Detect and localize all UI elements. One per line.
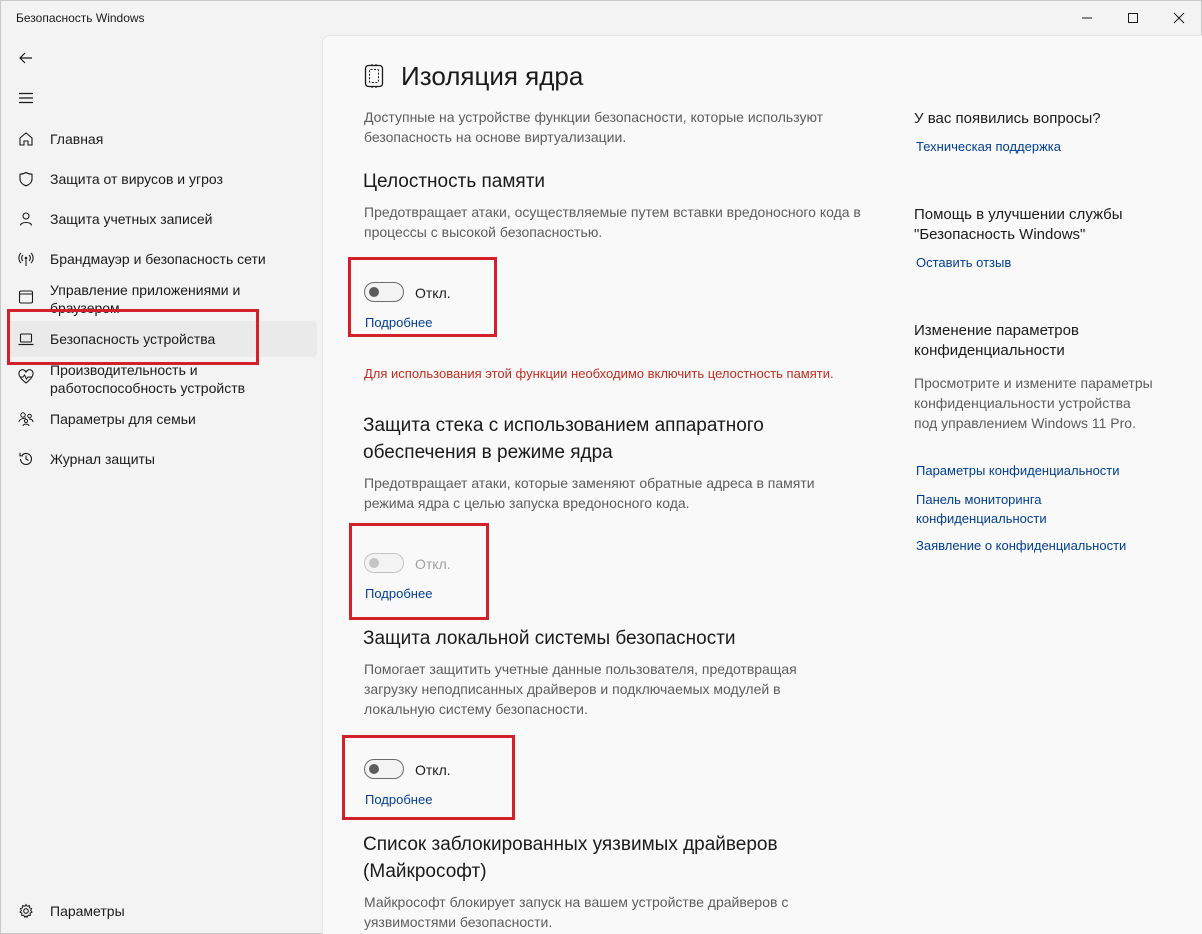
back-arrow-icon xyxy=(18,50,34,66)
nav-item-label: Параметры для семьи xyxy=(50,411,196,427)
stack-protection-title: Защита стека с использованием аппаратного обеспечения в режиме ядра xyxy=(363,415,764,463)
lsa-protection-title: Защита локальной системы безопасности xyxy=(363,628,736,649)
privacy-statement-link[interactable]: Заявление о конфиденциальности xyxy=(916,538,1127,553)
nav-item-label: Журнал защиты xyxy=(50,451,155,467)
stack-protection-toggle-label: Откл. xyxy=(415,556,451,572)
questions-heading: У вас появились вопросы? xyxy=(914,110,1101,127)
nav-item-virus-protection[interactable] xyxy=(7,161,317,197)
nav-item-home[interactable] xyxy=(7,121,317,157)
history-icon xyxy=(18,451,34,467)
minimize-icon xyxy=(1081,12,1093,24)
tech-support-link[interactable]: Техническая поддержка xyxy=(916,139,1061,154)
privacy-description: Просмотрите и измените параметры конфиденциальности устройства под управлением Windows 11 Pro. xyxy=(914,375,1153,431)
content-pane xyxy=(322,35,1202,934)
highlight-box-memory-integrity xyxy=(348,257,497,337)
nav-item-label: Производительность и работоспособность устройств xyxy=(50,362,246,396)
close-icon xyxy=(1173,12,1185,24)
shield-icon xyxy=(18,171,34,187)
close-button[interactable] xyxy=(1156,1,1202,35)
driver-blocklist-description: Майкрософт блокирует запуск на вашем устройстве драйверов с уязвимостями безопасности. xyxy=(364,894,789,930)
nav-item-device-performance[interactable] xyxy=(7,361,317,397)
highlight-box-stack-protection xyxy=(349,523,489,620)
lsa-protection-learn-more-link[interactable]: Подробнее xyxy=(365,792,433,807)
app-window-icon xyxy=(18,289,34,305)
memory-integrity-title: Целостность памяти xyxy=(363,171,546,192)
driver-blocklist-title: Список заблокированных уязвимых драйверов (Майкрософт) xyxy=(363,834,778,882)
lsa-protection-toggle-label: Откл. xyxy=(415,762,451,778)
stack-protection-learn-more-link[interactable]: Подробнее xyxy=(365,586,433,601)
nav-item-label: Брандмауэр и безопасность сети xyxy=(50,251,266,267)
window-title: Безопасность Windows xyxy=(16,11,145,25)
lsa-protection-description: Помогает защитить учетные данные пользователя, предотвращая загрузку неподписанных драйверов и подключаемых модулей в локальную систему безопасности. xyxy=(364,661,797,717)
privacy-settings-link[interactable]: Параметры конфиденциальности xyxy=(916,463,1120,478)
memory-integrity-warning: Для использования этой функции необходимо включить целостность памяти. xyxy=(364,366,834,381)
nav-item-label: Защита учетных записей xyxy=(50,211,213,227)
maximize-icon xyxy=(1127,12,1139,24)
highlight-box-nav xyxy=(7,309,259,365)
menu-button[interactable] xyxy=(11,83,41,113)
nav-item-protection-history[interactable] xyxy=(7,441,317,477)
core-isolation-icon xyxy=(363,63,385,94)
memory-integrity-description: Предотвращает атаки, осуществляемые путем вставки вредоносного кода в процессы с высокой безопасностью. xyxy=(364,204,861,240)
back-button[interactable] xyxy=(11,43,41,73)
family-icon xyxy=(18,411,34,427)
privacy-heading: Изменение параметров конфиденциальности xyxy=(914,322,1079,359)
feedback-link[interactable]: Оставить отзыв xyxy=(916,255,1012,270)
minimize-button[interactable] xyxy=(1064,1,1110,35)
gear-icon xyxy=(18,903,34,919)
nav-item-account-protection[interactable] xyxy=(7,201,317,237)
page-title: Изоляция ядра xyxy=(401,61,584,91)
nav-item-label: Управление приложениями и браузером xyxy=(50,282,241,316)
title-bar xyxy=(1,1,1201,35)
hamburger-icon xyxy=(18,90,34,106)
nav-item-firewall[interactable] xyxy=(7,241,317,277)
page-description: Доступные на устройстве функции безопасности, которые используют безопасность на основе виртуализации. xyxy=(364,109,824,145)
nav-item-settings[interactable] xyxy=(7,893,317,929)
home-icon xyxy=(18,131,34,147)
stack-protection-description: Предотвращает атаки, которые заменяют обратные адреса в памяти режима ядра с целью запуска вредоносного кода. xyxy=(364,475,815,511)
wifi-antenna-icon xyxy=(18,251,34,267)
memory-integrity-toggle-label: Откл. xyxy=(415,285,451,301)
nav-item-label: Безопасность устройства xyxy=(50,331,216,347)
privacy-dashboard-link[interactable]: Панель мониторинга конфиденциальности xyxy=(916,492,1047,526)
maximize-button[interactable] xyxy=(1110,1,1156,35)
nav-item-label: Защита от вирусов и угроз xyxy=(50,171,223,187)
heart-pulse-icon xyxy=(18,369,34,385)
memory-integrity-learn-more-link[interactable]: Подробнее xyxy=(365,315,433,330)
nav-item-family-options[interactable] xyxy=(7,401,317,437)
feedback-heading: Помощь в улучшении службы "Безопасность Windows" xyxy=(914,206,1123,243)
person-icon xyxy=(18,211,34,227)
nav-item-label: Главная xyxy=(50,131,104,147)
nav-item-label: Параметры xyxy=(50,903,125,919)
highlight-box-lsa-protection xyxy=(342,735,515,820)
